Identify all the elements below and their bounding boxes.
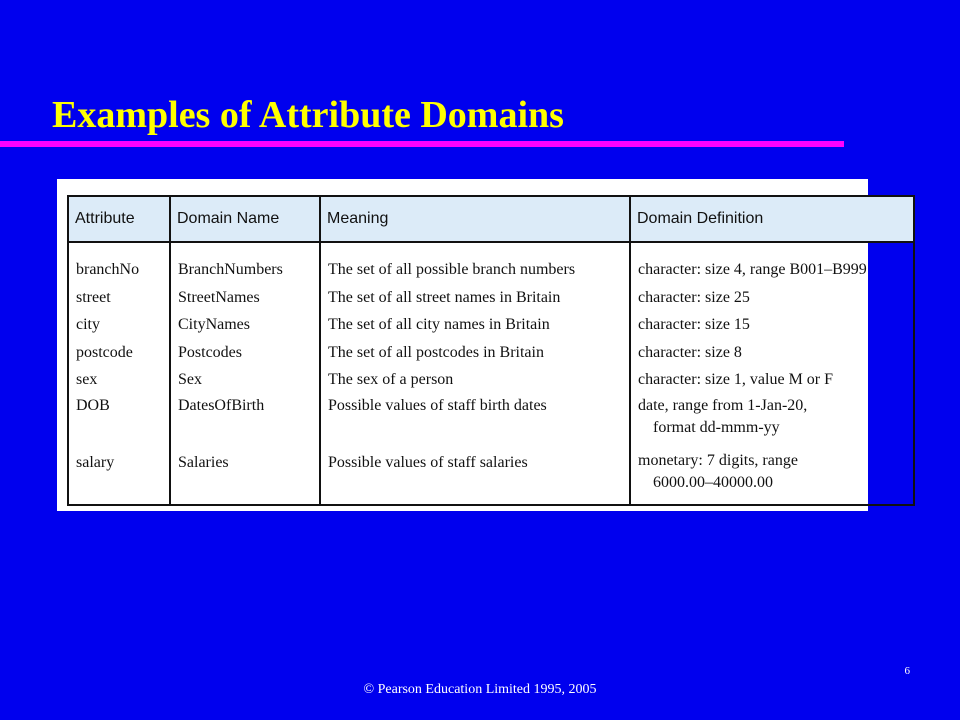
domain-name-column: [170, 242, 320, 505]
domain-definition-cell: character: size 25: [638, 288, 750, 306]
meaning-cell: [328, 394, 629, 449]
meaning-column: [320, 242, 630, 505]
meaning-cell: The sex of a person: [328, 371, 454, 388]
meaning-cell-text: Possible values of staff birth dates: [328, 396, 547, 414]
domain-name-cell-text: DatesOfBirth: [178, 396, 265, 414]
domain-definition-cell: character: size 15: [638, 316, 750, 333]
meaning-cell: The set of all postcodes in Britain: [328, 343, 544, 361]
table-header-row: [68, 196, 914, 242]
domain-name-cell: [178, 394, 319, 449]
domain-definition-line: monetary: 7 digits, range: [638, 451, 798, 469]
domain-definition-cell: character: size 8: [638, 343, 742, 361]
domain-name-cell: Sex: [178, 371, 202, 388]
header-domain-name: Domain Name: [170, 196, 320, 242]
attribute-cell: city: [76, 316, 100, 333]
domain-definition-cell: [638, 449, 913, 504]
domain-definition-line: 6000.00–40000.00: [653, 473, 773, 491]
meaning-cell: The set of all city names in Britain: [328, 316, 550, 333]
domain-definition-line: date, range from 1-Jan-20,: [638, 396, 808, 414]
attribute-cell: branchNo: [76, 261, 140, 278]
header-attribute: Attribute: [68, 196, 170, 242]
copyright-footer: © Pearson Education Limited 1995, 2005: [363, 682, 597, 697]
slide-number: 6: [904, 665, 910, 677]
header-meaning: Meaning: [320, 196, 630, 242]
attribute-cell: sex: [76, 371, 98, 388]
table-body-row: [68, 242, 914, 505]
domain-definition-cell: [638, 394, 913, 449]
meaning-cell: The set of all street names in Britain: [328, 288, 561, 306]
attribute-cell: salary: [76, 453, 115, 471]
header-domain-definition: Domain Definition: [630, 196, 914, 242]
domain-name-cell: Postcodes: [178, 343, 242, 361]
domain-definition-line: format dd-mmm-yy: [653, 418, 780, 436]
attribute-cell-text: DOB: [76, 396, 110, 414]
domain-name-cell: BranchNumbers: [178, 261, 283, 278]
attribute-cell: [76, 394, 169, 449]
domain-name-cell: CityNames: [178, 316, 250, 333]
attribute-column: [68, 242, 170, 505]
meaning-cell: The set of all possible branch numbers: [328, 261, 576, 278]
domain-definition-cell: character: size 4, range B001–B999: [638, 261, 867, 278]
attribute-domains-table: [67, 195, 915, 506]
slide-title: Examples of Attribute Domains: [52, 94, 564, 136]
domain-name-cell: Salaries: [178, 453, 229, 471]
attribute-cell: postcode: [76, 343, 133, 361]
domain-definition-column: [630, 242, 914, 505]
table-panel: [57, 179, 868, 511]
domain-definition-cell: character: size 1, value M or F: [638, 371, 834, 388]
meaning-cell: Possible values of staff salaries: [328, 453, 528, 471]
attribute-cell: street: [76, 288, 111, 306]
title-underline: [0, 141, 844, 147]
domain-name-cell: StreetNames: [178, 288, 260, 306]
